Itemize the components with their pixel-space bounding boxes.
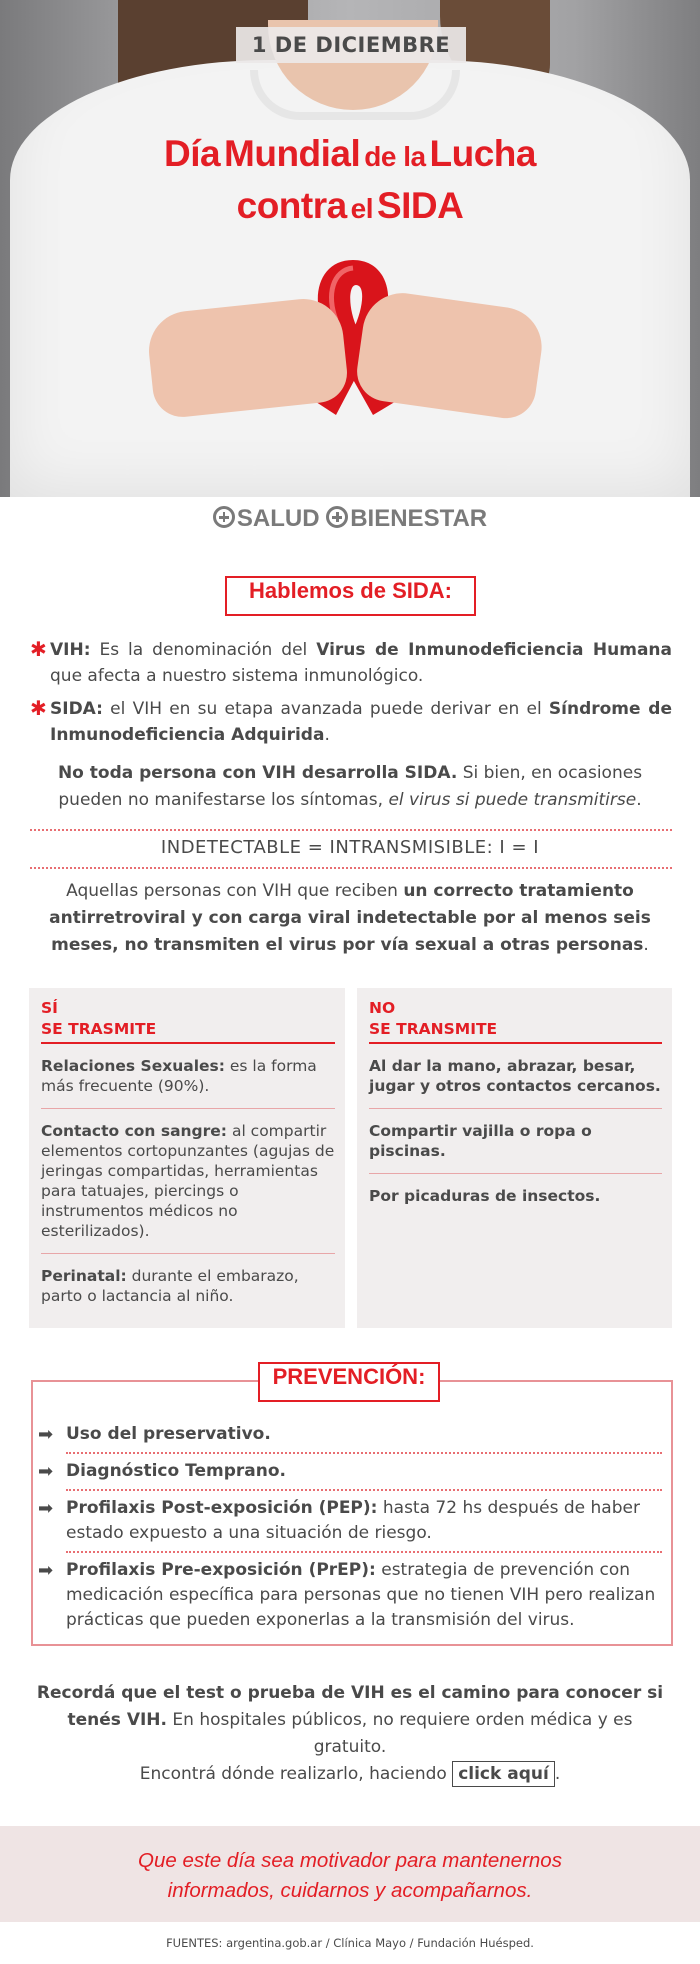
list-item: Por picaduras de insectos. <box>369 1187 601 1205</box>
si-se-trasmite-panel <box>29 988 345 1328</box>
list-item: ➡ Profilaxis Post-exposición (PEP): hasta 72 hs después de haber estado expuesto a una situación de riesgo. <box>38 1498 640 1543</box>
list-item: Contacto con sangre: al compartir elementos cortopunzantes (agujas de jeringas compartidas, herramientas para tatuajes, piercings o instrumentos médicos no esterilizados). <box>41 1109 335 1254</box>
plus-circle-icon <box>326 506 348 528</box>
divider <box>66 1489 662 1491</box>
arrow-right-icon: ➡ <box>38 1424 54 1445</box>
list-item: ➡ Uso del preservativo. <box>38 1424 271 1445</box>
divider <box>66 1452 662 1454</box>
hero-image <box>0 0 700 497</box>
divider <box>30 867 672 869</box>
recorda-paragraph: Recordá que el test o prueba de VIH es el camino para conocer si tenés VIH. En hospitales públicos, no requiere orden médica y es gratuito. Encontrá dónde realizarlo, haciendo click aquí . <box>30 1680 670 1788</box>
list-item: ➡ Diagnóstico Temprano. <box>38 1461 286 1482</box>
divider <box>66 1551 662 1553</box>
divider <box>30 829 672 831</box>
plus-circle-icon <box>213 506 235 528</box>
motivational-banner: Que este día sea motivador para mantenernos informados, cuidarnos y acompañarnos. <box>0 1826 700 1922</box>
date-badge: 1 DE DICIEMBRE <box>236 27 466 63</box>
aquellas-paragraph: Aquellas personas con VIH que reciben un correcto tratamiento antirretroviral y con carga viral indetectable por al menos seis meses, no transmiten el virus por vía sexual a otras personas. <box>49 881 651 955</box>
panel-heading: SÍ SE TRASMITE <box>41 998 335 1044</box>
section-heading-hablemos: Hablemos de SIDA: <box>225 576 476 616</box>
indetectable-heading: INDETECTABLE = INTRANSMISIBLE: I = I <box>160 837 540 858</box>
bullet-sida: ✱ SIDA: el VIH en su etapa avanzada puede derivar en el Síndrome de Inmunodeficiencia Adquirida. <box>30 696 672 745</box>
arrow-right-icon: ➡ <box>38 1498 54 1519</box>
brand-logo: SALUD BIENESTAR <box>0 505 700 533</box>
list-item: Relaciones Sexuales: es la forma más frecuente (90%). <box>41 1044 335 1109</box>
section-heading-prevencion: PREVENCIÓN: <box>258 1362 440 1402</box>
bullet-vih: ✱ VIH: Es la denominación del Virus de Inmunodeficiencia Humana que afecta a nuestro sistema inmunológico. <box>30 637 672 686</box>
no-se-transmite-panel <box>357 988 672 1328</box>
panel-heading: NO SE TRANSMITE <box>369 998 662 1044</box>
sources-footer: FUENTES: argentina.gob.ar / Clínica Mayo / Fundación Huésped. <box>166 1936 534 1950</box>
arrow-right-icon: ➡ <box>38 1560 54 1581</box>
arrow-right-icon: ➡ <box>38 1461 54 1482</box>
list-item: ➡ Profilaxis Pre-exposición (PrEP): estrategia de prevención con medicación específica para personas que no tienen VIH pero realizan prácticas que pueden exponerlas a la transmisión del virus. <box>38 1560 656 1630</box>
page-title: Día Mundial de la Lucha contra el SIDA <box>164 133 536 226</box>
click-aqui-link[interactable]: click aquí <box>452 1761 555 1787</box>
left-hand <box>145 295 350 420</box>
shirt-collar <box>250 70 460 120</box>
asterisk-icon: ✱ <box>30 696 47 720</box>
list-item: Perinatal: durante el embarazo, parto o lactancia al niño. <box>41 1267 299 1305</box>
asterisk-icon: ✱ <box>30 637 47 661</box>
list-item: Al dar la mano, abrazar, besar, jugar y otros contactos cercanos. <box>369 1044 662 1109</box>
nota-vih-sida: No toda persona con VIH desarrolla SIDA. Si bien, en ocasiones pueden no manifestarse los síntomas, el virus si puede transmitirse. <box>57 763 643 810</box>
list-item: Compartir vajilla o ropa o piscinas. <box>369 1109 662 1174</box>
